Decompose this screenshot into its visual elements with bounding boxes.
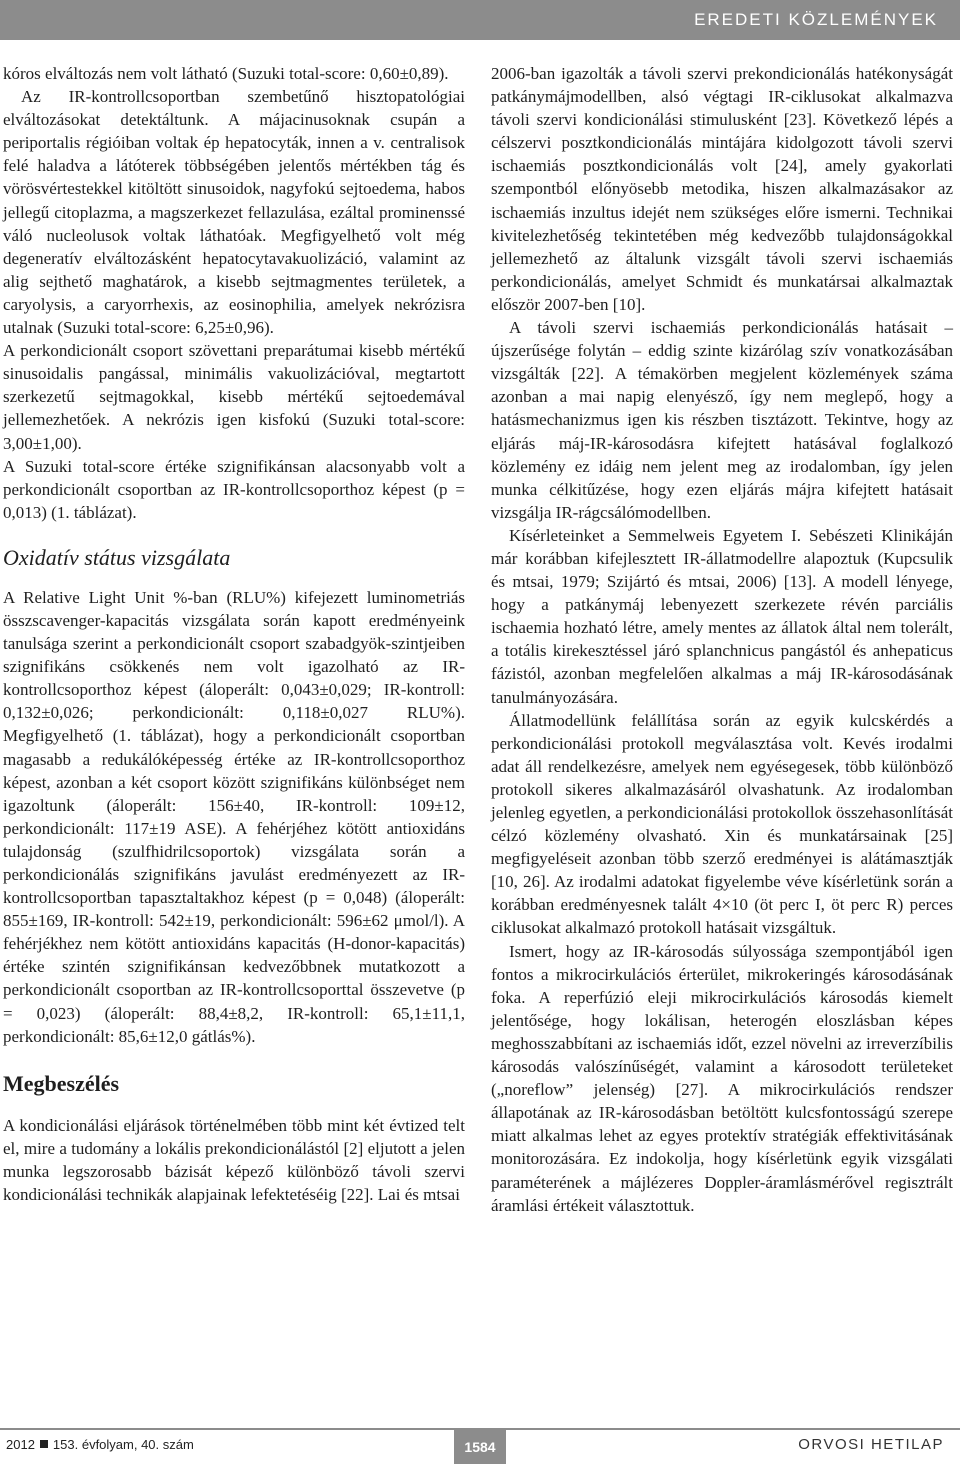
paragraph: A Relative Light Unit %-ban (RLU%) kifejezett luminometriás összscavenger-kapacitás vizsgálata során kapott eredményeink tanulsága szerint a perkondicionált csoport szabadgyök-szintjeiben szignifikáns csökkenés nem volt igazolható az IR-kontrollcsoporthoz képest (áloperált: 0,043±0,029; IR-kontroll: 0,132±0,026; perkondicionált: 0,118±0,027 RLU%). Megfigyelhető (1. táblázat), hogy a perkondicionált csoportban magasabb a redukálóképesség értéke az IR-kontrollcsoporthoz képest, azonban a két csoport között szignifikáns különbséget nem igazoltunk (áloperált: 156±40, IR-kontroll: 109±12, perkondicionált: 117±19 ASE). A fehérjéhez kötött antioxidáns tulajdonság (szulfhidrilcsoportok) vizsgálata során a perkondicionálás szignifikáns javulást eredményezett az IR-kontrollcsoportban tapasztaltakhoz képest (p = 0,048) (áloperált: 855±169, IR-kontroll: 542±19, perkondicionált: 596±62 μmol/l). A fehérjékhez nem kötött antioxidáns kapacitás (H-donor-kapacitás) értéke szintén szignifikánsan kedvezőbbnek mutatkozott a perkondicionált csoportban az IR-kontrollcsoporttal összevetve (p = 0,023) (áloperált: 88,4±8,2, IR-kontroll: 65,1±11,1, perkondicionált: 85,6±12,0 gátlás%). — [3, 587, 465, 1046]
paragraph: 2006-ban igazolták a távoli szervi prekondicionálás hatékonyságát patkánymájmodellben, alsó végtagi IR-ciklusokat alkalmazva távoli szervi kondicionálási stimulusként [23]. Következő lépés a célszervi posztkondicionálás mintájára kidolgozott távoli szervi ischaemiás posztkondicionálás volt [24], amely gyakorlati szempontból előnyösebb metodika, hiszen alkalmazásakor az ischaemiás inzultus idejét nem szükséges előre ismerni. Technikai kivitelezhetőség tekintetében még kedvezőbb tulajdonságokkal jellemezhető az általunk vizsgált távoli szervi ischaemiás perkondicionálás, amelyet Schmidt és munkatársai alkalmaztak először 2007-ben [10]. — [491, 64, 953, 314]
paragraph: A perkondicionált csoport szövettani preparátumai kisebb mértékű sinusoidalis pangással, minimális vakuolizációval, megtartott szerkezetű sejtmagokkal, kisebb mértékű sejtoedemával jellemezhetőek. A nekrózis igen kisfokú (Suzuki total-score: 3,00±1,00). — [3, 341, 465, 453]
paragraph: A Suzuki total-score értéke szignifikánsan alacsonyabb volt a perkondicionált csoportban az IR-kontrollcsoporthoz képest (p = 0,013) (1. táblázat). — [3, 456, 465, 522]
section-heading: Oxidatív státus vizsgálata — [3, 544, 231, 570]
square-bullet-icon — [40, 1440, 48, 1448]
paragraph: Állatmodellünk felállítása során az egyik kulcskérdés a perkondicionálási protokoll megválasztása volt. Kevés irodalmi adat áll rendelkezésre, amelyek nem egyésegesek, több különböző protokoll sikeres alkalmazásáról olvashatunk. Az irodalomban jelenleg egyetlen, a perkondicionálási protokollok összehasonlítását célzó közlemény olvasható. Xin és munkatársainak [25] megfigyeléseit azonban több szerző eredményei is alátámasztják [10, 26]. Az irodalmi adatokat figyelembe véve kísérletünk során a korábban eredményesnek talált 4×10 (öt perc I, öt perc R) perces ciklusokat alkalmazó protokoll hatásait vizsgáltuk. — [491, 710, 953, 938]
right-column — [491, 62, 953, 1217]
journal-name: ORVOSI HETILAP — [798, 1436, 944, 1453]
paragraph: A távoli szervi ischaemiás perkondicionálás hatásait – újszerűsége folytán – eddig szinte kizárólag szív vonatkozásában vizsgálták [22]. A témakörben megjelent közlemények száma azonban a mai napig elenyésző, így nem meglepő, hogy a hatásmechanizmus igen kis részben tisztázott. Tekintve, hogy az eljárás máj-IR-károsodásra kifejtett hatásával foglalkozó közlemény ez idáig nem jelent meg az irodalomban, így jelen munka célkitűzése, hogy ezen eljárás májra kifejtett hatásait vizsgálja IR-rágcsálómodellben. — [491, 318, 953, 522]
paragraph: Az IR-kontrollcsoportban szembetűnő hisztopatológiai elváltozásokat detektáltunk. A májacinusoknak csupán a periportalis régióiban voltak ép hepatocyták, innen a v. centralisok felé haladva a látóterek többségében jelentős mértékben tág és vörösvértestekkel kitöltött sinusoidok, nagyfokú sejtoedema, habos jellegű citoplazma, a magszerkezet fellazulása, ezáltal prominenssé váló nucleolusok voltak láthatóak. Megfigyelhető volt még degeneratív elváltozásként hepatocytavakuolizáció, valamint az alig sejthető maghatárok, a kisebb sejtmagmentes területek, a caryolysis, a caryorrhexis, az eosinophilia, amelyek nekrózisra utalnak (Suzuki total-score: 6,25±0,96). — [3, 87, 465, 338]
paragraph: Ismert, hogy az IR-károsodás súlyossága szempontjából igen fontos a mikrocirkulációs érterület, mikrokeringés károsodásának foka. A reperfúzió eleji mikrocirkulációs károsodás kiemelt jelentősége, hogy lokálisan, heterogén eloszlásban képes meghosszabbítani az ischaemiás időt, ezzel növelni az irreverzíbilis károsodás valószínűségét, valamint a károsodott területeket („noreflow” jelenség) [27]. A mikrocirkulációs rendszer állapotának az IR-károsodásban betöltött kulcsfontosságú szerepe miatt alkalmas lehet az egyes protektív stratégiák effektivitásának monitorozására. Ez indokolja, hogy kísérletünk egyik vizsgálati paraméterének a májlézeres Doppler-áramlásmérővel regisztrált áramlási értékeit választottuk. — [491, 941, 953, 1215]
section-label: EREDETI KÖZLEMÉNYEK — [694, 10, 938, 29]
page-number: 1584 — [454, 1430, 506, 1464]
footer-volume: 153. évfolyam, 40. szám — [52, 1437, 194, 1452]
paragraph: Kísérleteinket a Semmelweis Egyetem I. Sebészeti Klinikáján már korábban kifejlesztett IR-állatmodellre alapoztuk (Kupcsulik és mtsai, 1979; Szijártó és mtsai, 2006) [13]. A modell lényege, hogy a patkánymáj lebenyezett szerkezete révén parciális ischaemia hozható létre, amely mentes az állatok által nem tolerált, a totális kirekesztéssel járó splanchnicus pangástól és anhepaticus fázistól, azonban megfelelően alkalmas a máj IR-károsodásának tanulmányozására. — [491, 525, 953, 707]
footer-year: 2012 — [6, 1437, 35, 1452]
paragraph: kóros elváltozás nem volt látható (Suzuki total-score: 0,60±0,89). — [3, 64, 449, 83]
section-heading: Megbeszélés — [3, 1070, 120, 1096]
left-column — [3, 62, 465, 1206]
paragraph: A kondicionálási eljárások történelmében több mint két évtized telt el, mire a tudomány a lokális prekondicionálástól [2] eljutott a jelen munka legszorosabb bázisát képező különböző távoli szervi kondicionálási technikák alapjainak lefektetéséig [22]. Lai és mtsai — [3, 1115, 465, 1205]
footer-issue — [6, 1437, 194, 1452]
header-bar — [0, 0, 960, 40]
